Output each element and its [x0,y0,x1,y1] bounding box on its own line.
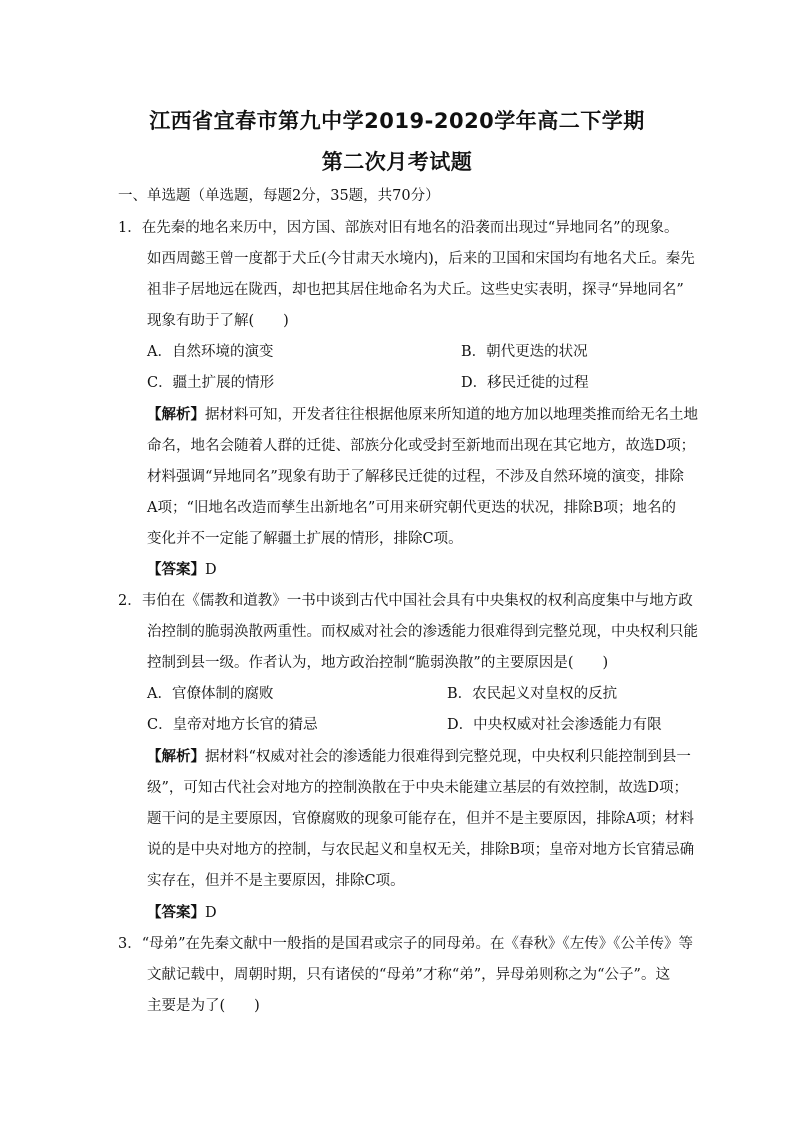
q1-option-c: C．疆土扩展的情形 [147,375,275,391]
q2-analysis-line-3: 题干问的是主要原因，官僚腐败的现象可能存在，但并不是主要原因，排除A项；材料 [147,811,694,827]
q1-stem-line-3: 祖非子居地远在陇西，却也把其居住地命名为犬丘。这些史实表明，探寻“异地同名” [147,282,684,298]
q2-analysis-text-1: 据材料“权威对社会的渗透能力很难得到完整兑现，中央权利只能控制到县一 [205,749,691,765]
q1-analysis-tag: 【解析】 [147,406,205,423]
q1-answer-value: D [205,562,217,578]
q2-answer-value: D [205,905,217,921]
q1-answer-tag: 【答案】 [147,561,205,578]
q3-stem-line-2: 文献记载中，周朝时期，只有诸侯的“母弟”才称“弟”，异母弟则称之为“公子”。这 [147,967,670,983]
q3-stem-line-1: 3．“母弟”在先秦文献中一般指的是国君或宗子的同母弟。在《春秋》《左传》《公羊传》等 [118,936,694,952]
q2-answer-tag: 【答案】 [147,904,205,921]
q2-analysis-line-2: 级”，可知古代社会对地方的控制涣散在于中央未能建立基层的有效控制，故选D项； [147,780,689,796]
q1-option-d: D．移民迁徙的过程 [461,375,589,391]
q2-option-a: A．官僚体制的腐败 [147,686,274,702]
q1-option-a: A．自然环境的演变 [147,344,274,360]
q1-analysis-line-4: A项；“旧地名改造而孳生出新地名”可用来研究朝代更迭的状况，排除B项；地名的 [147,500,676,516]
q1-analysis-text-1: 据材料可知，开发者往往根据他原来所知道的地方加以地理类推而给无名土地 [205,407,698,423]
q1-option-b: B．朝代更迭的状况 [461,344,588,360]
q3-stem-line-3: 主要是为了( ) [147,998,260,1014]
q1-stem-line-2: 如西周懿王曾一度都于犬丘(今甘肃天水境内)，后来的卫国和宋国均有地名犬丘。秦先 [147,251,695,267]
q2-stem-line-1: 2．韦伯在《儒教和道教》一书中谈到古代中国社会具有中央集权的权利高度集中与地方政 [118,593,693,609]
q2-stem-line-2: 治控制的脆弱涣散两重性。而权威对社会的渗透能力很难得到完整兑现，中央权利只能 [147,624,698,640]
q1-analysis-line-2: 命名，地名会随着人群的迁徙、部族分化或受封至新地而出现在其它地方，故选D项； [147,438,696,454]
q2-analysis-line-1 [147,747,691,767]
q2-analysis-line-5: 实存在，但并不是主要原因，排除C项。 [147,873,405,889]
section-heading: 一、单选题（单选题，每题2分，35题，共70分） [118,188,440,204]
q1-answer [147,560,217,580]
q2-option-c: C．皇帝对地方长官的猜忌 [147,717,318,733]
q2-analysis-line-4: 说的是中央对地方的控制，与农民起义和皇权无关，排除B项；皇帝对地方长官猜忌确 [147,842,695,858]
q1-analysis-line-5: 变化并不一定能了解疆土扩展的情形，排除C项。 [147,531,463,547]
q2-option-b: B．农民起义对皇权的反抗 [447,686,618,702]
q2-answer [147,903,217,923]
title-line-2: 第二次月考试题 [321,150,473,174]
q2-analysis-tag: 【解析】 [147,748,205,765]
q1-analysis-line-3: 材料强调“异地同名”现象有助于了解移民迁徙的过程，不涉及自然环境的演变，排除 [147,469,684,485]
q2-option-d: D．中央权威对社会渗透能力有限 [447,717,662,733]
title-line-1: 江西省宜春市第九中学2019-2020学年高二下学期 [149,109,645,133]
q1-stem-line-1: 1．在先秦的地名来历中，因方国、部族对旧有地名的沿袭而出现过“异地同名”的现象。 [118,220,679,236]
q1-stem-line-4: 现象有助于了解( ) [147,313,289,329]
q2-stem-line-3: 控制到县一级。作者认为，地方政治控制“脆弱涣散”的主要原因是( ) [147,655,609,671]
q1-analysis-line-1 [147,405,698,425]
